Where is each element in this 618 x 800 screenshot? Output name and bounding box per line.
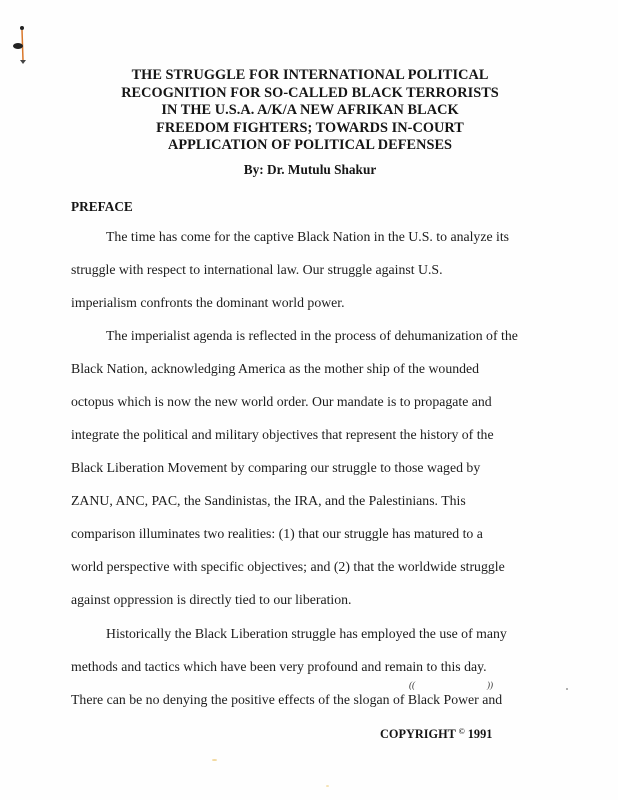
title-line: APPLICATION OF POLITICAL DEFENSES [167, 137, 453, 154]
section-heading: PREFACE [71, 199, 133, 214]
body-line: Black Liberation Movement by comparing our struggle to those waged by [71, 460, 481, 475]
body-line: octopus which is now the new world order. Our mandate is to propagate and [71, 394, 492, 409]
scan-speck [326, 785, 329, 787]
body-line: The time has come for the captive Black Nation in the U.S. to analyze its [106, 229, 510, 244]
body-line: The imperialist agenda is reflected in the process of dehumanization of the [106, 328, 518, 343]
title-line: FREEDOM FIGHTERS; TOWARDS IN-COURT [156, 119, 464, 136]
body-line: ZANU, ANC, PAC, the Sandinistas, the IRA, and the Palestinians. This [71, 493, 466, 508]
copyright-notice [380, 727, 492, 742]
scan-speck [566, 688, 568, 690]
body-line: against oppression is directly tied to our liberation. [71, 592, 352, 607]
body-line: There can be no denying the positive effects of the slogan of Black Power and [71, 692, 503, 707]
copyright-label: COPYRIGHT [380, 727, 456, 741]
handwritten-open-quote: (( [409, 680, 415, 690]
body-line: struggle with respect to international law. Our struggle against U.S. [71, 262, 443, 277]
title-line: THE STRUGGLE FOR INTERNATIONAL POLITICAL [131, 67, 489, 83]
body-line: Historically the Black Liberation struggle has employed the use of many [106, 626, 507, 641]
document-title [60, 67, 560, 155]
scan-speck [212, 759, 217, 761]
margin-mark-icon [10, 22, 30, 64]
body-line: comparison illuminates two realities: (1) that our struggle has matured to a [71, 526, 483, 541]
body-line: methods and tactics which have been very profound and remain to this day. [71, 659, 487, 674]
body-line: Black Nation, acknowledging America as the mother ship of the wounded [71, 361, 480, 376]
body-line: integrate the political and military objectives that represent the history of the [71, 427, 494, 442]
body-line: imperialism confronts the dominant world power. [71, 295, 345, 310]
handwritten-close-quote: )) [487, 680, 493, 690]
copyright-symbol: © [458, 727, 465, 736]
title-line: IN THE U.S.A. A/K/A NEW AFRIKAN BLACK [161, 102, 459, 119]
body-line: world perspective with specific objectives; and (2) that the worldwide struggle [71, 559, 505, 574]
author-byline: By: Dr. Mutulu Shakur [243, 162, 377, 177]
copyright-year: 1991 [467, 727, 493, 741]
title-line: RECOGNITION FOR SO-CALLED BLACK TERRORISTS [121, 84, 499, 101]
